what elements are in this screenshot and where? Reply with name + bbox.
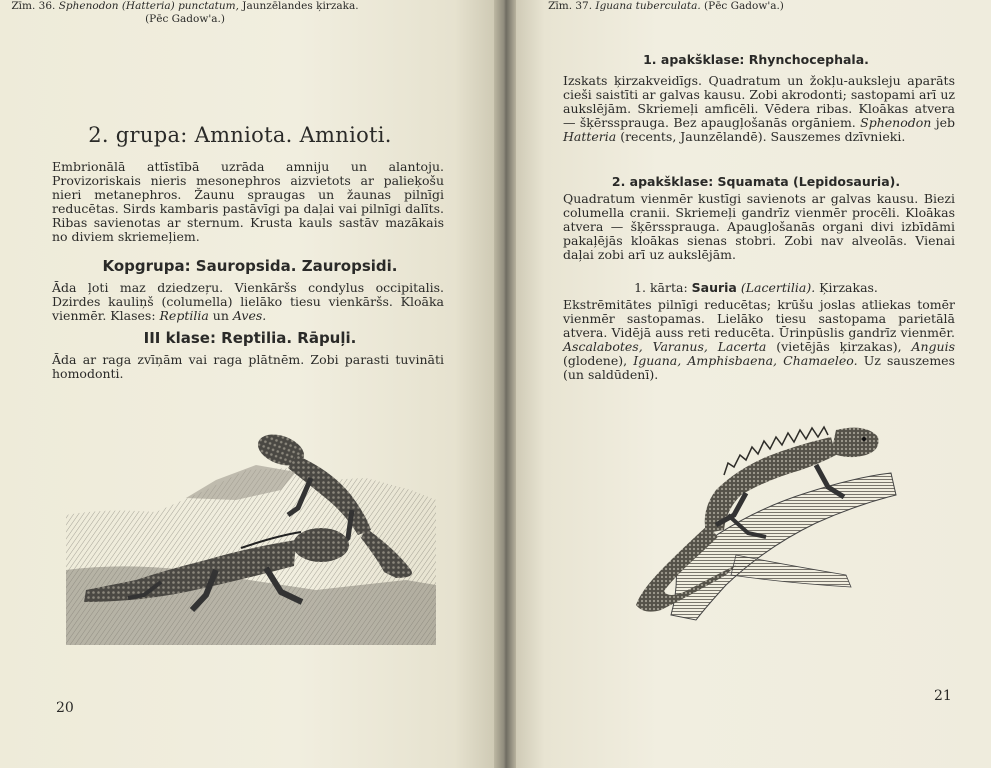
figure-36-caption: Zīm. 36. Sphenodon (Hatteria) punctatum, Jaunzēlandes ķirzaka. (Pēc Gadow'a.) <box>11 0 359 25</box>
subclass-2-title: 2. apakšklase: Squamata (Lepidosauria). <box>611 174 901 189</box>
subclass-1-title: 1. apakšklase: Rhynchocephala. <box>643 52 869 67</box>
class-title: III klase: Reptilia. Rāpuļi. <box>143 329 357 347</box>
page-number-left: 20 <box>56 700 74 716</box>
right-page <box>516 0 991 768</box>
figure-37-caption: Zīm. 37. Iguana tuberculata. (Pēc Gadow'a.) <box>548 0 784 12</box>
left-page <box>0 0 494 768</box>
class-paragraph: Āda ar raga zvīņām vai raga plātnēm. Zobi parasti tuvināti homodonti. <box>52 352 444 381</box>
supergroup-title: Kopgrupa: Sauropsida. Zauropsidi. <box>102 257 398 275</box>
order-1-title: 1. kārta: Sauria (Lacertilia). Ķirzakas. <box>634 280 878 295</box>
subclass-1-paragraph: Izskats ķirzakveidīgs. Quadratum un žokļu-auksleju aparāts cieši saistīti ar galvas kausu. Zobi akrodonti; sastopami arī uz aukslējām. Skriemeļi amficēli. Vēdera ribas. Kloākas atvera — šķērssprauga. Bez apaugļošanās orgāniem. Sphenodon jeb Hatteria (recents, Jaunzēlandē). Sauszemes dzīvnieki. <box>563 73 955 144</box>
supergroup-paragraph: Āda ļoti maz dziedzeŗu. Vienkāršs condylus occipitalis. Dzirdes kauliņš (columella) lielāko tiesu vienkāršs. Kloāka vienmēr. Klases: Reptilia un Aves. <box>52 280 444 323</box>
group-title: 2. grupa: Amniota. Amnioti. <box>88 123 392 147</box>
iguana-illustration <box>616 415 906 625</box>
intro-paragraph: Embrionālā attīstībā uzrāda amniju un alantoju. Provizoriskais nieris mesonephros aizvietots ar palieķošu nieri metanephros. Žaunu spraugas un žaunas pilnīgi reducētas. Sirds kambaris pastāvīgi pa daļai vai pilnīgi dalīts. Ribas savienotas ar sternum. Krusta kauls sastāv mazākais no diviem skriemeļiem. <box>52 159 444 244</box>
page-number-right: 21 <box>934 688 952 704</box>
tuatara-illustration <box>66 420 436 645</box>
book-gutter <box>494 0 516 768</box>
order-1-paragraph: Ekstrēmitātes pilnīgi reducētas; krūšu joslas atliekas tomēr vienmēr sastopamas. Lielāko tiesu sastopama parietālā atvera. Vidējā auss reti reducēta. Ūrinpūslis gandrīz vienmēr. Ascalabotes, Varanus, Lacerta (vietējās ķirzakas), Anguis (glodene), Iguana, Amphisbaena, Chamaeleo. Uz sauszemes (un saldūdenī). <box>563 297 956 382</box>
subclass-2-paragraph: Quadratum vienmēr kustīgi savienots ar galvas kausu. Biezi columella cranii. Skriemeļi gandrīz vienmēr procēli. Kloākas atvera — šķērssprauga. Apaugļošanās organi divi izbīdāmi pakaļējās kloākas sienas stobri. Zobi nav alveolās. Vienai daļai zobi arī uz aukslējām. <box>563 191 955 262</box>
